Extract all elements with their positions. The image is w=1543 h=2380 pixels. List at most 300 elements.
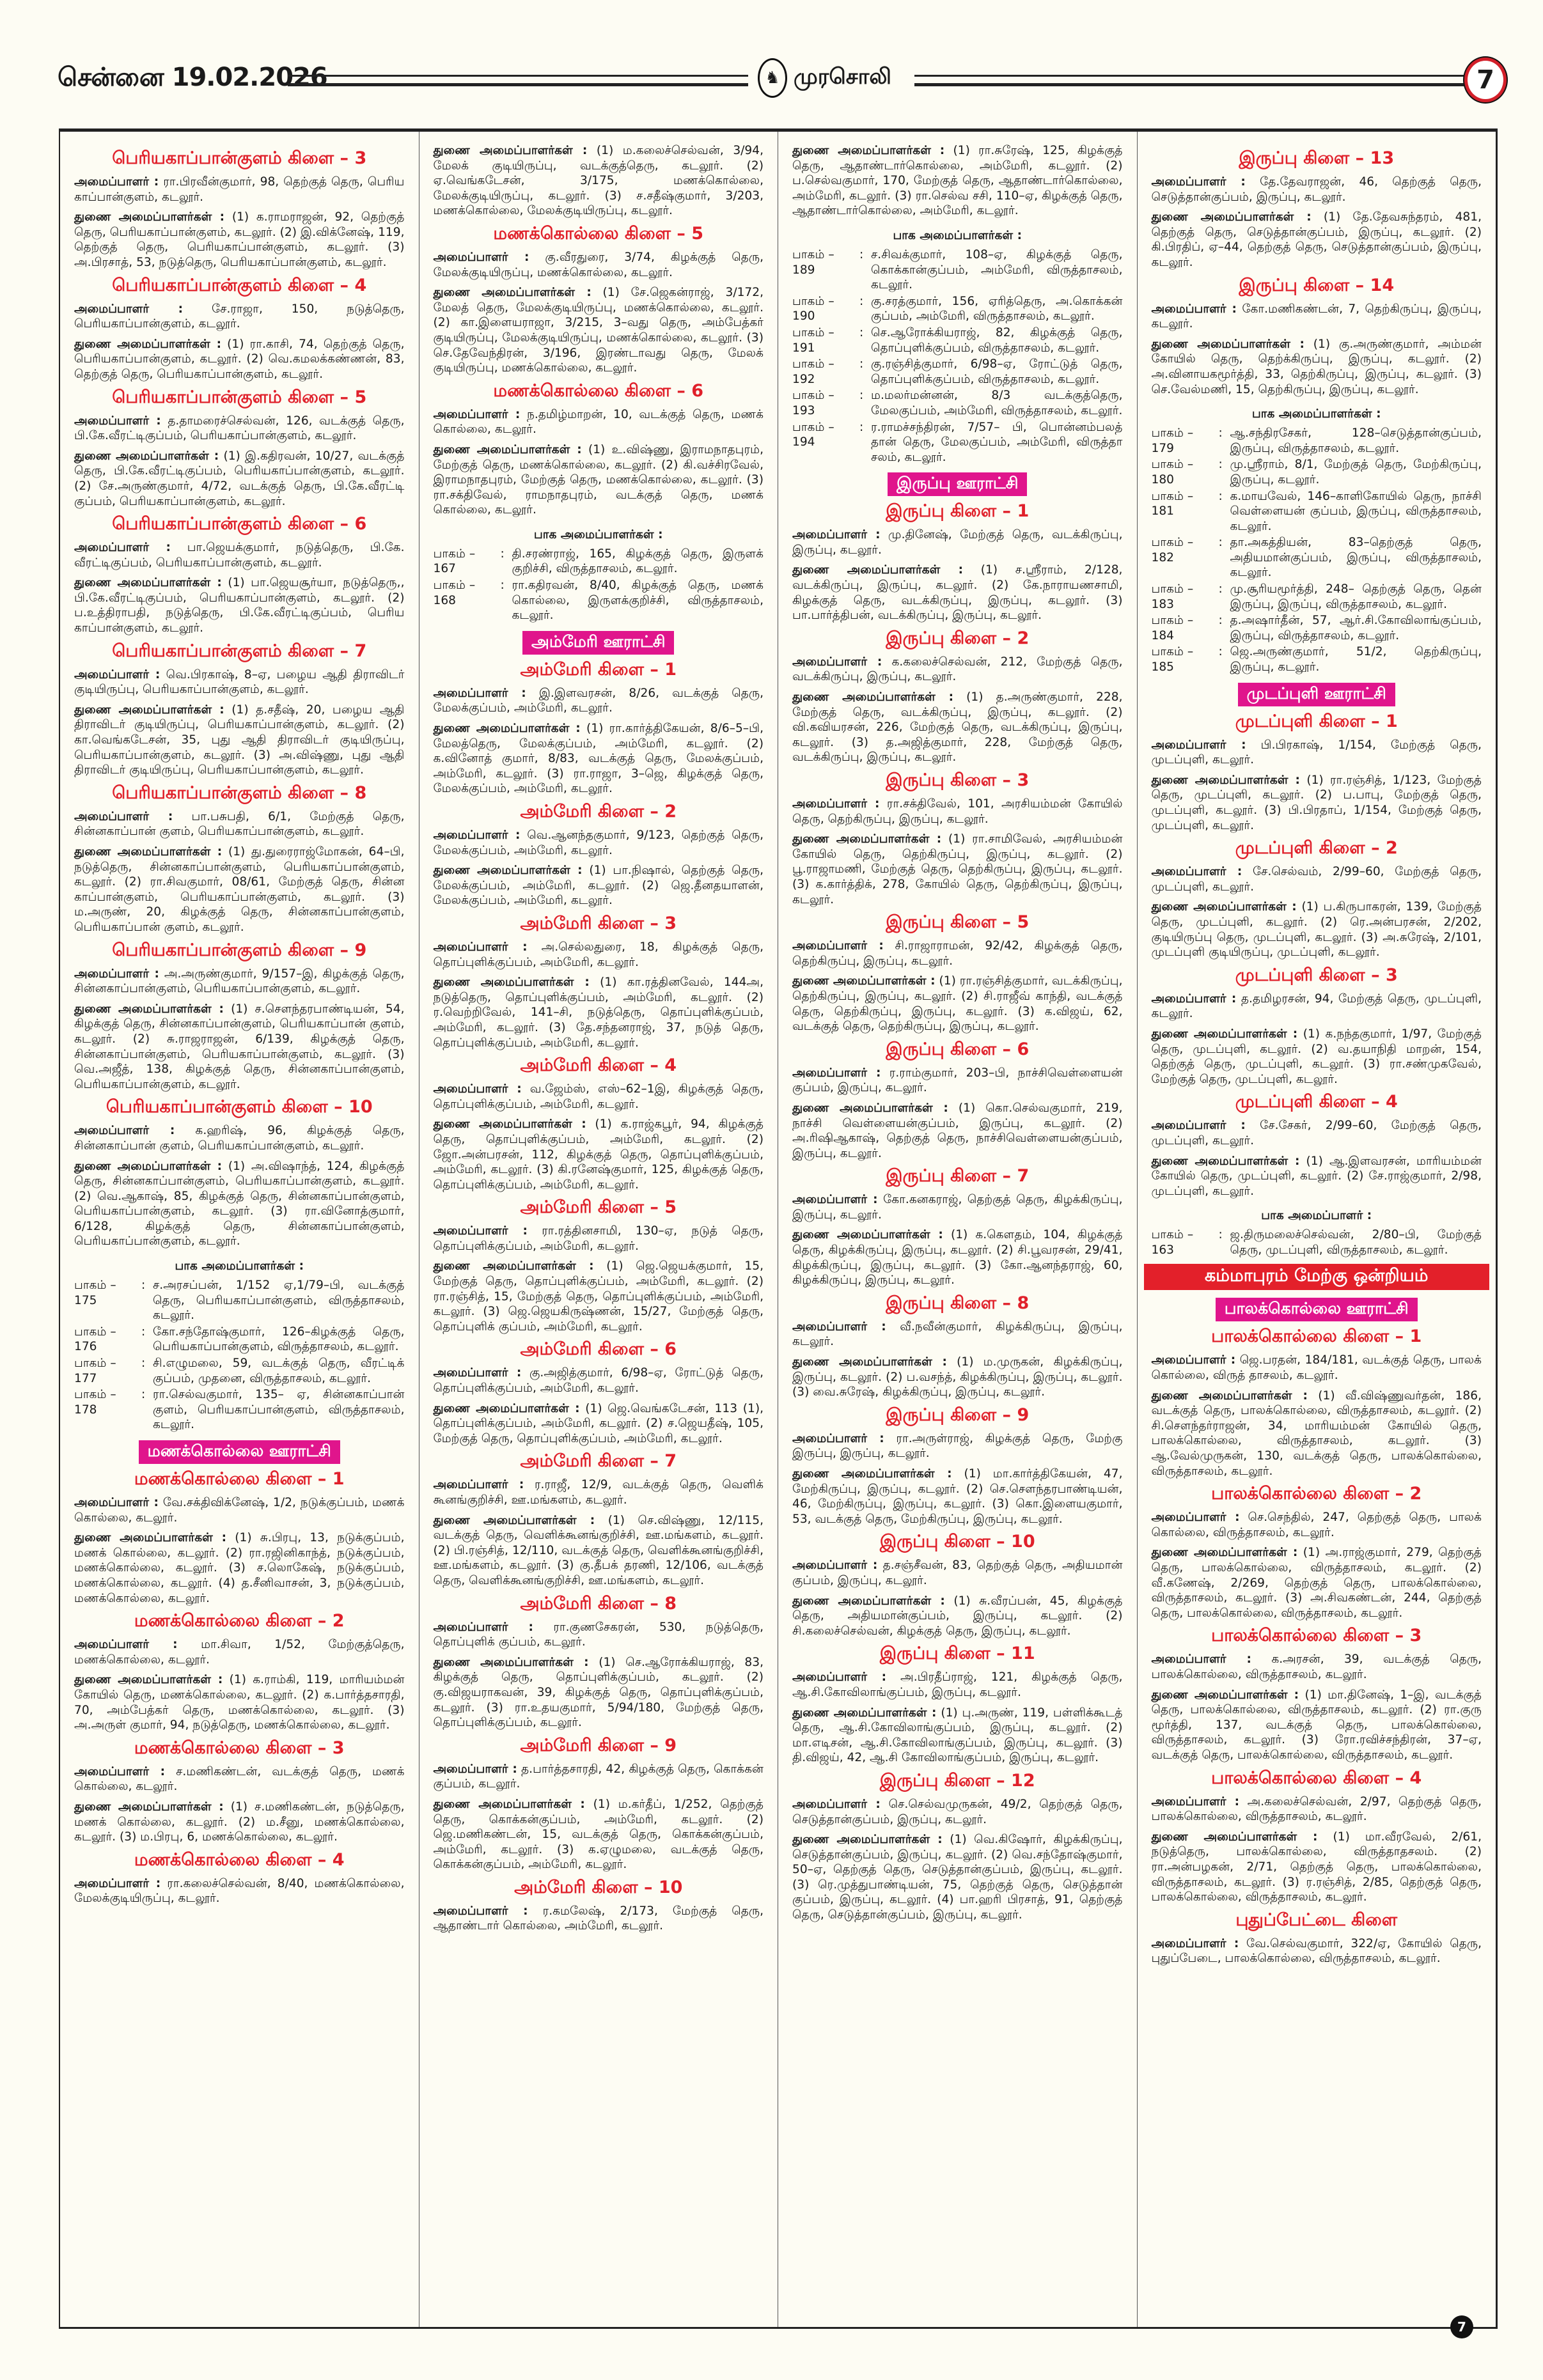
deputies-entry bbox=[74, 1530, 405, 1606]
deputies-details: (1) மா.கார்த்திகேயன், 47, மேற்கிருப்பு, இருப்பு, கடலூர். (2) செ.சௌந்தரபாண்டியன், 46, மேற்கிருப்பு, இருப்பு, கடலூர். (3) கொ.இளையகுமார், 53, வடக்குத் தெரு, மேற்கிருப்பு, இருப்பு, கடலூர். bbox=[792, 1467, 1123, 1526]
deputies-details: (1) அ.ராஜ்குமார், 279, தெற்குத் தெரு, பாலக்கொல்லை, விருத்தாசலம், கடலூர். (2) வீ.கணேஷ், 2/269, தெற்குத் தெரு, பாலக்கொல்லை, விருத்தாசலம், கடலூர். (3) அ.சிவகண்டன், 244, தெற்குத் தெரு, பாலக்கொல்லை, விருத்தாசலம், கடலூர். bbox=[1151, 1546, 1482, 1620]
deputies-details: (1) ரா.ரஞ்சித்குமார், வடக்கிருப்பு, தெற்கிருப்பு, இருப்பு, கடலூர். (2) சி.ராஜீவ் காந்தி, வடக்குத் தெரு, தெற்கிருப்பு, இருப்பு, கடலூர். (3) க.விஜய், 62, வடக்குத் தெரு, தெற்கிருப்பு, இருப்பு, கடலூர். bbox=[792, 974, 1123, 1034]
deputies-entry bbox=[434, 1513, 764, 1589]
booth-organizer: சி.எழுமலை, 59, வடக்குத் தெரு, வீரட்டிக் குப்பம், முதனை, விருத்தாசலம், கடலூர். bbox=[153, 1357, 405, 1385]
deputies-entry bbox=[434, 1401, 764, 1447]
branch-heading: மணக்கொல்லை கிளை – 2 bbox=[134, 1611, 345, 1631]
organizer-details: பி.பிரகாஷ், 1/154, மேற்குத் தெரு, முடப்புளி, கடலூர். bbox=[1151, 738, 1482, 767]
organizer-label: அமைப்பாளர் : bbox=[792, 939, 884, 953]
deputies-entry bbox=[792, 143, 1123, 219]
booth-number: பாகம் – 167 bbox=[433, 547, 476, 576]
organizer-entry bbox=[1152, 1510, 1482, 1540]
deputies-details: (1) ஆ.இளவரசன், மாரியம்மன் கோயில் தெரு, முடப்புளி, கடலூர். (2) சே.ராஜ்குமார், 2/98, முடப்புளி, கடலூர். bbox=[1151, 1154, 1482, 1198]
booth-organizer: மு.சூரியமூர்த்தி, 248– தெற்குத் தெரு, தென் இருப்பு, இருப்பு, விருத்தாசலம், கடலூர். bbox=[1230, 582, 1482, 611]
deputies-entry bbox=[434, 975, 764, 1050]
organizer-details: க.அரசன், 39, வடக்குத் தெரு, பாலக்கொல்லை, விருத்தாசலம், கடலூர். bbox=[1151, 1653, 1482, 1681]
booth-row bbox=[1152, 457, 1482, 487]
deputies-details: (1) இ.கதிரவன், 10/27, வடக்குத் தெரு, பி.கே.வீரட்டிகுப்பம், பெரியகாப்பான்குளம், கடலூர். (2) சே.அருண்குமார், 4/72, வடக்குத் தெரு, பி.கே.வீரட்டி குப்பம், பெரியகாப்பான்குளம், கடலூர். bbox=[74, 449, 405, 508]
organizer-label: அமைப்பாளர் : bbox=[74, 1876, 161, 1890]
organizer-details: ர.ராம்குமார், 203–பி, நாச்சிவெள்ளையன் குப்பம், இருப்பு, கடலூர். bbox=[792, 1066, 1123, 1095]
branch-heading: இருப்பு கிளை – 13 bbox=[1239, 148, 1395, 168]
organizer-label: அமைப்பாளர் : bbox=[74, 967, 159, 981]
organizer-label: அமைப்பாளர் : bbox=[1151, 738, 1246, 752]
booth-organizer: ஜெ.அருண்குமார், 51/2, தெற்கிருப்பு, இருப்பு, கடலூர். bbox=[1230, 645, 1482, 674]
deputies-label: துணை அமைப்பாளர்கள் : bbox=[1151, 337, 1304, 351]
booth-colon: : bbox=[859, 420, 864, 434]
organizer-label: அமைப்பாளர் : bbox=[792, 1319, 886, 1334]
deputies-details: (1) சு.பிரபு, 13, நடுக்குப்பம், மணக் கொல்லை, கடலூர். (2) ரா.ரஜினிகாந்த், நடுக்குப்பம், மணக்கொல்லை, கடலூர். (3) ச.லொகேஷ், நடுக்குப்பம், மணக்கொல்லை, கடலூர். (4) த.சீனிவாசன், 3, நடுக்குப்பம், மணக்கொல்லை, கடலூர். bbox=[74, 1531, 405, 1605]
booth-number: பாகம் – 168 bbox=[433, 579, 476, 607]
deputies-entry bbox=[792, 563, 1123, 623]
organizer-label: அமைப்பாளர் : bbox=[1151, 1936, 1239, 1950]
branch-heading: மணக்கொல்லை கிளை – 4 bbox=[134, 1849, 345, 1870]
deputies-details: (1) அ.விஷாந்த், 124, கிழக்குத் தெரு, சின்னகாப்பான்குளம், பெரியகாப்பான்குளம், கடலூர். (2) வெ.ஆகாஷ், 85, கிழக்குத் தெரு, சின்னகாப்பான்குளம், பெரியகாப்பான்குளம், கடலூர். (3) ரா.வினோத்குமார், 6/128, கிழக்குத் தெரு, சின்னகாப்பான்குளம், பெரியகாப்பான்குளம், கடலூர். bbox=[74, 1159, 405, 1248]
deputies-label: துணை அமைப்பாளர்கள் : bbox=[792, 1228, 943, 1242]
booth-number: பாகம் – 182 bbox=[1151, 536, 1194, 564]
deputies-entry bbox=[74, 703, 405, 778]
organizer-details: செ.செல்வமுருகன், 49/2, தெற்குத் தெரு, செடுத்தான்குப்பம், இருப்பு, கடலூர். bbox=[792, 1797, 1123, 1826]
booth-number: பாகம் – 180 bbox=[1151, 458, 1194, 486]
branch-heading: பாலக்கொல்லை கிளை – 2 bbox=[1211, 1484, 1422, 1504]
organizer-details: வே.செல்வகுமார், 322/ஏ, கோயில் தெரு, புதுப்பேடை, பாலக்கொல்லை, விருத்தாசலம், கடலூர். bbox=[1151, 1936, 1482, 1966]
booth-organizer: கு.ரஞ்சித்குமார், 6/98–ஏ, ரோட்டுத் தெரு, தொப்புளிக்குப்பம், விருத்தாசலம், கடலூர். bbox=[871, 357, 1123, 386]
panchayat-badge: முடப்புளி ஊராட்சி bbox=[1238, 683, 1395, 706]
organizer-label: அமைப்பாளர் : bbox=[1151, 302, 1237, 316]
organizer-details: சே.ராஜா, 150, நடுத்தெரு, பெரியகாப்பான்குளம், கடலூர். bbox=[74, 302, 405, 331]
branch-heading: பெரியகாப்பான்குளம் கிளை – 7 bbox=[112, 641, 367, 661]
branch-heading: இருப்பு கிளை – 11 bbox=[879, 1644, 1035, 1664]
organizer-details: ரா.பிரவீன்குமார், 98, தெற்குத் தெரு, பெரிய காப்பான்குளம், கடலூர். bbox=[74, 175, 405, 204]
deputies-entry bbox=[1152, 1154, 1482, 1199]
booth-colon: : bbox=[141, 1325, 146, 1339]
column-4 bbox=[1138, 132, 1496, 2327]
organizer-entry bbox=[74, 1495, 405, 1525]
booth-organizer: தா.அகத்தியன், 83–தெற்குத் தெரு, அதியமான்குப்பம், இருப்பு, விருத்தாசலம், கடலூர். bbox=[1230, 536, 1482, 580]
booth-colon: : bbox=[141, 1388, 146, 1402]
organizer-details: க.கலைச்செல்வன், 212, மேற்குத் தெரு, வடக்கிருப்பு, இருப்பு, கடலூர். bbox=[792, 655, 1123, 684]
organizer-label: அமைப்பாளர் : bbox=[74, 302, 184, 316]
organizer-label: அமைப்பாளர் : bbox=[792, 1670, 887, 1684]
deputies-details: (1) க.கௌதம், 104, கிழக்குத் தெரு, கிழக்கிருப்பு, இருப்பு, கடலூர். (2) சி.பூவரசன், 29/41, கிழக்கிருப்பு, இருப்பு, கடலூர். (3) கோ.ஆனந்தராஜ், 60, கிழக்கிருப்பு, இருப்பு, கடலூர். bbox=[792, 1228, 1123, 1287]
booth-number: பாகம் – 179 bbox=[1151, 426, 1194, 455]
deputies-entry bbox=[74, 1800, 405, 1845]
organizer-label: அமைப்பாளர் : bbox=[792, 528, 881, 542]
booth-row bbox=[434, 547, 764, 577]
organizer-details: சி.ராஜாராமன், 92/42, கிழக்குத் தெரு, தெற்கிருப்பு, இருப்பு, கடலூர். bbox=[792, 939, 1123, 968]
organizer-entry bbox=[434, 250, 764, 280]
deputies-entry bbox=[434, 1259, 764, 1334]
booth-colon: : bbox=[1218, 536, 1223, 550]
union-banner: கம்மாபுரம் மேற்கு ஒன்றியம் bbox=[1144, 1264, 1490, 1290]
branch-heading: பெரியகாப்பான்குளம் கிளை – 3 bbox=[112, 148, 367, 168]
organizer-details: வ.ஜேம்ஸ், எஸ்–62–1இ, கிழக்குத் தெரு, தொப்புளிக்குப்பம், அம்மேரி, கடலூர். bbox=[433, 1082, 764, 1111]
organizer-entry bbox=[74, 175, 405, 205]
organizer-details: சே.செல்வம், 2/99–60, மேற்குத் தெரு, முடப்புளி, கடலூர். bbox=[1151, 865, 1482, 894]
organizer-details: பா.ஜெயக்குமார், நடுத்தெரு, பி.கே. வீரட்டிகுப்பம், பெரியகாப்பான்குளம், கடலூர். bbox=[74, 541, 405, 570]
deputies-label: துணை அமைப்பாளர்கள் : bbox=[433, 1401, 580, 1415]
booth-number: பாகம் – 193 bbox=[792, 389, 834, 417]
organizer-details: த.சஞ்சீவன், 83, தெற்குத் தெரு, அதியமான் குப்பம், இருப்பு, கடலூர். bbox=[792, 1559, 1123, 1587]
deputies-entry bbox=[792, 832, 1123, 907]
deputies-label: துணை அமைப்பாளர்கள் : bbox=[792, 1101, 948, 1115]
deputies-details: (1) ரா.சுரேஷ், 125, கிழக்குத் தெரு, ஆதாண்டார்கொல்லை, அம்மேரி, கடலூர். (2) ப.செல்வகுமார், 170, மேற்குத் தெரு, ஆதாண்டார்கொல்லை, அம்மேரி, கடலூர். (3) ரா.செல்வ சசி, 110–ஏ, கிழக்குத் தெரு, ஆதாண்டார்கொல்லை, அம்மேரி, கடலூர். bbox=[792, 144, 1123, 218]
organizer-label: அமைப்பாளர் : bbox=[74, 1496, 159, 1509]
deputies-details: (1) கொ.செல்வகுமார், 219, நாச்சி வெள்ளையன்குப்பம், இருப்பு, கடலூர். (2) அ.ரிஷிஆகாஷ், தெற்குத் தெரு, நாச்சிவெள்ளையன்குப்பம், இருப்பு, கடலூர். bbox=[792, 1101, 1123, 1160]
organizer-entry bbox=[74, 1637, 405, 1667]
deputies-entry bbox=[434, 1797, 764, 1872]
organizer-details: கு.அஜித்குமார், 6/98–ஏ, ரோட்டுத் தெரு, தொப்புளிக்குப்பம், அம்மேரி, கடலூர். bbox=[433, 1366, 764, 1396]
deputies-entry bbox=[792, 1227, 1123, 1287]
booth-number: பாகம் – 190 bbox=[792, 294, 834, 323]
deputies-details: (1) வெ.கிஷோர், கிழக்கிருப்பு, செடுத்தான்குப்பம், இருப்பு, கடலூர். (2) வெ.சந்தோஷ்குமார், 50–ஏ, தெற்குத் தெரு, செடுத்தான்குப்பம், இருப்பு, கடலூர். (3) ரெ.முத்துபாண்டியன், 75, தெற்குத் தெரு, செடுத்தான் குப்பம், இருப்பு, கடலூர். (4) பா.ஹரி பிரசாத், 91, தெற்குத் தெரு, செடுத்தான்குப்பம், இருப்பு, கடலூர். bbox=[792, 1833, 1123, 1922]
organizer-entry bbox=[434, 1904, 764, 1934]
organizer-details: அ.பிரதீப்ராஜ், 121, கிழக்குத் தெரு, ஆ.சி.கோவிலாங்குப்பம், இருப்பு, கடலூர். bbox=[792, 1670, 1123, 1699]
masthead-title: முரசொலி bbox=[794, 64, 891, 89]
deputies-label: துணை அமைப்பாளர்கள் : bbox=[433, 1117, 586, 1132]
booth-organizer: ம.மலர்மன்னன், 8/3 வடக்குத்தெரு, மேலகுப்பம், அம்மேரி, விருத்தாசலம், கடலூர். bbox=[871, 389, 1123, 417]
booth-number: பாகம் – 185 bbox=[1151, 645, 1194, 674]
organizer-label: அமைப்பாளர் : bbox=[1151, 1353, 1236, 1367]
newspaper-logo bbox=[758, 58, 911, 98]
deputies-label: துணை அமைப்பாளர்கள் : bbox=[74, 449, 219, 463]
deputies-label: துணை அமைப்பாளர்கள் : bbox=[74, 703, 224, 717]
booth-number: பாகம் – 191 bbox=[792, 325, 834, 355]
organizer-details: அ.அருண்குமார், 9/157–இ, கிழக்குத் தெரு, சின்னகாப்பான்குளம், பெரியகாப்பான்குளம், கடலூர். bbox=[74, 967, 405, 996]
booth-colon: : bbox=[1218, 614, 1223, 628]
deputies-entry bbox=[1152, 1388, 1482, 1479]
organizer-entry bbox=[74, 667, 405, 697]
booth-colon: : bbox=[500, 579, 505, 593]
deputies-details: (1) பா.ஜெயசூர்யா, நடுத்தெரு,, பி.கே.வீரட்டிகுப்பம், பெரியகாப்பான்குளம், கடலூர். (2) ப.உத்திராபதி, நடுத்தெரு, பி.கே.வீரட்டிகுப்பம், பெரிய காப்பான்குளம், கடலூர். bbox=[74, 576, 405, 635]
booth-organizer: ச.சிவக்குமார், 108–ஏ, கிழக்குத் தெரு, கொக்கான்குப்பம், அம்மேரி, விருத்தாசலம், கடலூர். bbox=[871, 247, 1123, 292]
deputies-details: (1) ம.கர்தீப், 1/252, தெற்குத் தெரு, கொக்கன்குப்பம், அம்மேரி, கடலூர். (2) ஜெ.மணிகண்டன், 15, வடக்குத் தெரு, கொக்கன்குப்பம், அம்மேரி, கடலூர். (3) க.ஏழுமலை, வடக்குத் தெரு, கொக்கன்குப்பம், அம்மேரி, கடலூர். bbox=[433, 1797, 764, 1872]
deputies-label: துணை அமைப்பாளர்கள் : bbox=[74, 576, 222, 590]
deputies-entry bbox=[1152, 1027, 1482, 1087]
booth-row bbox=[1152, 613, 1482, 643]
organizer-entry bbox=[1152, 302, 1482, 332]
organizer-details: அ.செல்லதுரை, 18, கிழக்குத் தெரு, தொப்புளிக்குப்பம், அம்மேரி, கடலூர். bbox=[433, 940, 764, 969]
deputies-entry bbox=[1152, 337, 1482, 397]
booth-row bbox=[792, 357, 1123, 387]
organizer-label: அமைப்பாளர் : bbox=[433, 940, 528, 954]
branch-heading: அம்மேரி கிளை – 2 bbox=[520, 802, 677, 821]
branch-heading: இருப்பு கிளை – 10 bbox=[879, 1532, 1035, 1552]
organizer-details: ரா.அருள்ராஜ், கிழக்குத் தெரு, மேற்கு இருப்பு, இருப்பு, கடலூர். bbox=[792, 1431, 1123, 1461]
column-1 bbox=[60, 132, 419, 2327]
booth-row bbox=[792, 388, 1123, 418]
deputies-label: துணை அமைப்பாளர்கள் : bbox=[433, 144, 588, 157]
organizer-entry bbox=[434, 1224, 764, 1254]
branch-heading: அம்மேரி கிளை – 7 bbox=[520, 1451, 677, 1472]
booth-colon: : bbox=[859, 357, 864, 371]
organizer-label: அமைப்பாளர் : bbox=[433, 1082, 522, 1096]
deputies-entry bbox=[74, 844, 405, 935]
booth-number: பாகம் – 189 bbox=[792, 247, 834, 277]
booth-colon: : bbox=[859, 389, 864, 403]
deputies-entry bbox=[434, 143, 764, 219]
deputies-details: (1) மா.வீரவேல், 2/61, நடுத்தெரு, பாலக்கொல்லை, விருத்தாதசலம். (2) ரா.அன்பழகன், 2/71, தெற்குத் தெரு, பாலக்கொல்லை, விருத்தாசலம், கடலூர். (3) ர.ரஞ்சித், 2/85, தெற்குத் தெரு, பாலக்கொல்லை, விருத்தாசலம், கடலூர். bbox=[1151, 1830, 1482, 1904]
deputies-label: துணை அமைப்பாளர்கள் : bbox=[1151, 1027, 1298, 1041]
deputies-entry bbox=[1152, 773, 1482, 833]
branch-heading: பெரியகாப்பான்குளம் கிளை – 9 bbox=[112, 940, 367, 960]
organizer-details: கோ.கனகராஜ், தெற்குத் தெரு, கிழக்கிருப்பு, இருப்பு, கடலூர். bbox=[792, 1193, 1123, 1222]
masthead bbox=[58, 58, 1500, 102]
organizer-entry bbox=[792, 1670, 1123, 1700]
deputies-details: (1) பா.நிஷால், தெற்குத் தெரு, மேலக்குப்பம், அம்மேரி, கடலூர். (2) ஜெ.தீனதயாளன், மேலக்குப்பம், அம்மேரி, கடலூர். bbox=[433, 864, 764, 908]
deputies-details: (1) ஜெ.வெங்கடேசன், 113 (1), தொப்புளிக்குப்பம், அம்மேரி, கடலூர். (2) ச.ஜெயதீஷ், 105, மேற்குத் தெரு, தொப்புளிக்குப்பம், அம்மேரி, கடலூர். bbox=[433, 1401, 764, 1445]
organizer-label: அமைப்பாளர் : bbox=[433, 1904, 528, 1918]
organizer-entry bbox=[74, 414, 405, 444]
organizer-entry bbox=[434, 1082, 764, 1112]
deputies-entry bbox=[74, 575, 405, 635]
organizer-entry bbox=[792, 1319, 1123, 1349]
branch-heading: அம்மேரி கிளை – 9 bbox=[520, 1735, 677, 1755]
booth-row bbox=[1152, 644, 1482, 674]
deputies-details: (1) செ.விஷ்ணு, 12/115, வடக்குத் தெரு, வெளிக்கூனங்குறிச்சி, ஊ.மங்களம், கடலூர். (2) பி.ரஞ்சித், 12/110, வடக்குத் தெரு, வெளிக்கூனங்குறிச்சி, ஊ.மங்களம், கடலூர். (3) கு.தீபக் தரணி, 12/106, வடக்குத் தெரு, வெளிக்கூனங்குறிச்சி, ஊ.மங்களம், கடலூர். bbox=[433, 1513, 764, 1587]
organizer-details: ந.தமிழ்மாறன், 10, வடக்குத் தெரு, மணக் கொல்லை, கடலூர். bbox=[433, 407, 764, 437]
organizer-entry bbox=[74, 540, 405, 570]
branch-heading: இருப்பு கிளை – 9 bbox=[886, 1404, 1030, 1425]
organizer-label: அமைப்பாளர் : bbox=[792, 1066, 881, 1080]
branch-heading: இருப்பு கிளை – 14 bbox=[1239, 275, 1395, 295]
deputies-label: துணை அமைப்பாளர்கள் : bbox=[74, 337, 222, 351]
booth-colon: : bbox=[1218, 458, 1223, 472]
organizer-details: இ.இளவரசன், 8/26, வடக்குத் தெரு, மேலக்குப்பம், அம்மேரி, கடலூர். bbox=[433, 686, 764, 715]
column-2 bbox=[419, 132, 779, 2327]
deputies-entry bbox=[434, 1117, 764, 1192]
organizer-details: மு.தினேஷ், மேற்குத் தெரு, வடக்கிருப்பு, இருப்பு, கடலூர். bbox=[792, 528, 1123, 557]
deputies-label: துணை அமைப்பாளர்கள் : bbox=[1151, 1546, 1298, 1560]
booth-organizers-heading: பாக அமைப்பாளர் : bbox=[1261, 1209, 1372, 1223]
booth-row bbox=[1152, 426, 1482, 456]
deputies-label: துணை அமைப்பாளர்கள் : bbox=[74, 1800, 224, 1814]
organizer-label: அமைப்பாளர் : bbox=[792, 1559, 878, 1573]
deputies-entry bbox=[74, 1159, 405, 1250]
panchayat-badge: பாலக்கொல்லை ஊராட்சி bbox=[1216, 1298, 1418, 1321]
booth-colon: : bbox=[141, 1279, 146, 1293]
panchayat-badge: மணக்கொல்லை ஊராட்சி bbox=[139, 1440, 340, 1464]
booth-number: பாகம் – 192 bbox=[792, 357, 834, 386]
organizer-label: அமைப்பாளர் : bbox=[433, 250, 529, 264]
panchayat-badge: அம்மேரி ஊராட்சி bbox=[522, 631, 674, 655]
deputies-entry bbox=[74, 210, 405, 270]
deputies-label: துணை அமைப்பாளர்கள் : bbox=[74, 1531, 227, 1545]
organizer-label: அமைப்பாளர் : bbox=[792, 1797, 881, 1811]
organizer-details: ர.கமலேஷ், 2/173, மேற்குத் தெரு, ஆதாண்டார் கொல்லை, அம்மேரி, கடலூர். bbox=[433, 1904, 764, 1933]
branch-heading: பெரியகாப்பான்குளம் கிளை – 10 bbox=[106, 1097, 373, 1117]
deputies-entry bbox=[74, 1002, 405, 1093]
branch-heading: அம்மேரி கிளை – 3 bbox=[520, 913, 677, 933]
booth-organizer: ச.அரசப்பன், 1/152 ஏ,1/79–பி, வடக்குத் தெரு, பெரியகாப்பான்குளம், விருத்தாசலம், கடலூர். bbox=[153, 1279, 405, 1323]
deputies-entry bbox=[792, 1355, 1123, 1400]
organizer-entry bbox=[1152, 738, 1482, 768]
organizer-entry bbox=[74, 302, 405, 332]
booth-number: பாகம் – 178 bbox=[74, 1388, 116, 1417]
deputies-details: (1) ரா.சாமிவேல், அரசியம்மன் கோயில் தெரு, தெற்கிருப்பு, இருப்பு, கடலூர். (2) பூ.ராஜாமணி, மேற்குத் தெரு, தெற்கிருப்பு, இருப்பு, கடலூர். (3) க.கார்த்திக், 278, கோயில் தெரு, தெற்கிருப்பு, இருப்பு, கடலூர். bbox=[792, 832, 1123, 906]
deputies-entry bbox=[1152, 899, 1482, 960]
branch-heading: மணக்கொல்லை கிளை – 5 bbox=[493, 223, 704, 244]
booth-row bbox=[74, 1325, 405, 1355]
organizer-details: த.தாமரைச்செல்வன், 126, வடக்குத் தெரு, பி.கே.வீரட்டிகுப்பம், பெரியகாப்பான்குளம், கடலூர். bbox=[74, 414, 405, 443]
organizer-entry bbox=[1152, 1936, 1482, 1966]
branch-heading: பாலக்கொல்லை கிளை – 3 bbox=[1211, 1626, 1422, 1646]
booth-number: பாகம் – 181 bbox=[1151, 489, 1194, 518]
deputies-entry bbox=[792, 1706, 1123, 1766]
deputies-entry bbox=[792, 1832, 1123, 1923]
organizer-details: ர.ராஜீ, 12/9, வடக்குத் தெரு, வெளிக் கூனங்குறிச்சி, ஊ.மங்களம், கடலூர். bbox=[433, 1478, 764, 1507]
deputies-label: துணை அமைப்பாளர்கள் : bbox=[1151, 210, 1312, 224]
organizer-label: அமைப்பாளர் : bbox=[1151, 1794, 1240, 1808]
deputies-entry bbox=[792, 1101, 1123, 1161]
organizer-entry bbox=[434, 828, 764, 858]
booth-number: பாகம் – 194 bbox=[792, 420, 834, 449]
deputies-label: துணை அமைப்பாளர்கள் : bbox=[1151, 1688, 1299, 1702]
organizer-label: அமைப்பாளர் : bbox=[74, 414, 161, 428]
organizer-label: அமைப்பாளர் : bbox=[1151, 1653, 1251, 1667]
deputies-details: (1) மா.தினேஷ், 1–இ, வடக்குத் தெரு, பாலக்கொல்லை, விருத்தாசலம், கடலூர். (2) ரா.குரு மூர்த்தி, 137, வடக்குத் தெரு, பாலக்கொல்லை, விருத்தாசலம், கடலூர். (3) ரோ.ரவிச்சந்திரன், 37–ஏ, வடக்குத் தெரு, பாலக்கொல்லை, விருத்தாசலம், கடலூர். bbox=[1151, 1688, 1482, 1762]
organizer-entry bbox=[792, 655, 1123, 685]
booth-organizer: செ.ஆரோக்கியராஜ், 82, கிழக்குத் தெரு, தொப்புளிக்குப்பம், விருத்தாசலம், கடலூர். bbox=[871, 325, 1123, 355]
deputies-details: (1) உ.விஷ்ணு, இராமநாதபுரம், மேற்குத் தெரு, மணக்கொல்லை, கடலூர். (2) கி.வச்சிரவேல், இராமநாதபுரம், மேற்குத் தெரு, மணக்கொல்லை, கடலூர். (3) ரா.சக்திவேல், ராமநாதபுரம், வடக்குத் தெரு, மணக் கொல்லை, கடலூர். bbox=[433, 442, 764, 517]
branch-heading: மணக்கொல்லை கிளை – 1 bbox=[134, 1469, 345, 1489]
organizer-entry bbox=[74, 809, 405, 839]
deputies-label: துணை அமைப்பாளர்கள் : bbox=[74, 1002, 224, 1016]
page-number: 7 bbox=[1464, 58, 1507, 102]
deputies-details: (1) க.ராஜ்கபூர், 94, கிழக்குத் தெரு, தொப்புளிக்குப்பம், அம்மேரி, கடலூர். (2) ஜோ.அன்பரசன், 112, கிழக்குத் தெரு, தொப்புளிக்குப்பம், அம்மேரி, கடலூர். (3) கி.ரனேஷ்குமார், 125, கிழக்குத் தெரு, தொப்புளிக்குப்பம், அம்மேரி, கடலூர். bbox=[433, 1117, 764, 1192]
branch-heading: பாலக்கொல்லை கிளை – 1 bbox=[1211, 1326, 1422, 1347]
branch-heading: மணக்கொல்லை கிளை – 3 bbox=[134, 1738, 345, 1758]
branch-heading: அம்மேரி கிளை – 1 bbox=[520, 659, 677, 680]
booth-colon: : bbox=[1218, 645, 1223, 659]
organizer-label: அமைப்பாளர் : bbox=[433, 1366, 522, 1380]
organizer-details: த.பார்த்தசாரதி, 42, கிழக்குத் தெரு, கொக்கன் குப்பம், கடலூர். bbox=[433, 1762, 764, 1791]
deputies-label: துணை அமைப்பாளர்கள் : bbox=[1151, 1830, 1318, 1844]
organizer-details: அ.கலைச்செல்வன், 2/97, தெற்குத் தெரு, பாலக்கொல்லை, விருத்தாசலம், கடலூர். bbox=[1151, 1794, 1482, 1824]
booth-row bbox=[1152, 489, 1482, 534]
booth-colon: : bbox=[859, 325, 864, 339]
organizer-label: அமைப்பாளர் : bbox=[74, 541, 171, 555]
booth-number: பாகம் – 175 bbox=[74, 1279, 116, 1307]
organizer-entry bbox=[792, 1797, 1123, 1827]
deputies-details: (1) ஜெ.ஜெயக்குமார், 15, மேற்குத் தெரு, தொப்புளிக்குப்பம், அம்மேரி, கடலூர். (2) ரா.ரஞ்சித், 15, மேற்குத் தெரு, தொப்புளிக்குப்பம், அம்மேரி, கடலூர். (3) ஜெ.ஜெயகிருஷ்ணன், 15/27, மேற்குத் தெரு, தொப்புளிக் குப்பம், அம்மேரி, கடலூர். bbox=[433, 1259, 764, 1334]
booth-organizer: ர.ராமச்சந்திரன், 7/57– பி, பொன்னம்பலத் தான் தெரு, மேலகுப்பம், அம்மேரி, விருத்தா சலம், கடலூர். bbox=[871, 420, 1123, 464]
deputies-details: (1) ப.கிருபாகரன், 139, மேற்குத் தெரு, முடப்புளி, கடலூர். (2) ரெ.அன்பரசன், 2/202, குடியிருப்பு தெரு, முடப்புளி, கடலூர். (3) அ.சுரேஷ், 2/101, முடப்புளி குடியிருப்பு, முடப்புளி, கடலூர். bbox=[1151, 900, 1482, 960]
deputies-details: (1) ம.முருகன், கிழக்கிருப்பு, இருப்பு, கடலூர். (2) ப.வசந்த், கிழக்கிருப்பு, இருப்பு, கடலூர். (3) வை.சுரேஷ், கிழக்கிருப்பு, இருப்பு, கடலூர். bbox=[792, 1355, 1123, 1399]
booth-organizer: ஆ.சந்திரசேகர், 128–செடுத்தான்குப்பம், இருப்பு, விருத்தாசலம், கடலூர். bbox=[1230, 426, 1482, 455]
organizer-entry bbox=[1152, 1652, 1482, 1682]
deputies-label: துணை அமைப்பாளர்கள் : bbox=[792, 563, 964, 577]
deputies-label: துணை அமைப்பாளர்கள் : bbox=[433, 1259, 594, 1273]
branch-heading: இருப்பு கிளை – 2 bbox=[886, 628, 1030, 648]
booth-organizers-heading: பாக அமைப்பாளர்கள் : bbox=[893, 228, 1022, 242]
branch-heading: இருப்பு கிளை – 7 bbox=[886, 1166, 1030, 1186]
organizer-details: வீ.நவீன்குமார், கிழக்கிருப்பு, இருப்பு, கடலூர். bbox=[792, 1319, 1123, 1349]
organizer-entry bbox=[74, 1764, 405, 1794]
deputies-details: (1) ரா.ரஞ்சித், 1/123, மேற்குத் தெரு, முடப்புளி, கடலூர். (2) ப.பாபு, மேற்குத் தெரு, முடப்புளி, கடலூர். (3) பி.பிரதாப், 1/154, மேற்குத் தெரு, முடப்புளி, கடலூர். bbox=[1151, 773, 1482, 832]
organizer-label: அமைப்பாளர் : bbox=[433, 1620, 533, 1634]
booth-row bbox=[1152, 535, 1482, 580]
organizer-label: அமைப்பாளர் : bbox=[433, 407, 521, 421]
deputies-entry bbox=[792, 1466, 1123, 1527]
deputies-label: துணை அமைப்பாளர்கள் : bbox=[792, 1833, 943, 1847]
organizer-entry bbox=[434, 1365, 764, 1396]
branch-heading: அம்மேரி கிளை – 5 bbox=[520, 1197, 677, 1218]
deputies-details: (1) க.ராமராஜன், 92, தெற்குத் தெரு, பெரியகாப்பான்குளம், கடலூர். (2) இ.விக்னேஷ், 119, தெற்குத் தெரு, பெரியகாப்பான்குளம், கடலூர். (3) அ.பிரசாத், 53, நடுத்தெரு, பெரியகாப்பான்குளம், கடலூர். bbox=[74, 210, 405, 269]
booth-colon: : bbox=[500, 547, 505, 561]
organizer-label: அமைப்பாளர் : bbox=[792, 1431, 884, 1445]
deputies-entry bbox=[1152, 1688, 1482, 1763]
deputies-details: (1) சே.ஜெகன்ராஜ், 3/172, மேலத் தெரு, மேலக்குடியிருப்பு, மணக்கொல்லை, கடலூர். (2) கா.இளையராஜா, 3/215, 3–வது தெரு, அம்பேத்கர் குடியிருப்பு, மேலக்குடியிருப்பு, மணக்கொல்லை, கடலூர். (3) செ.தேவேந்திரன், 3/196, இரண்டாவது தெரு, மேலக் குடியிருப்பு, மணக்கொல்லை, கடலூர். bbox=[433, 286, 764, 375]
booth-number: பாகம் – 183 bbox=[1151, 582, 1194, 611]
deputies-entry bbox=[74, 1672, 405, 1732]
organizer-entry bbox=[1152, 992, 1482, 1022]
booth-organizer: க.மாயவேல், 146–காளிகோயில் தெரு, நாச்சி வெள்ளையன் குப்பம், இருப்பு, விருத்தாசலம், கடலூர். bbox=[1230, 489, 1482, 533]
organizer-entry bbox=[792, 1558, 1123, 1588]
column-3 bbox=[778, 132, 1138, 2327]
deputies-details: (1) கு.அருண்குமார், அம்மன் கோயில் தெரு, தெற்க்கிருப்பு, இருப்பு, கடலூர். (2) அ.வினாயகமூர்த்தி, 33, தெற்கிருப்பு, இருப்பு, கடலூர். (3) செ.வேல்மணி, 15, தெற்கிருப்பு, இருப்பு, கடலூர். bbox=[1151, 337, 1482, 396]
deputies-entry bbox=[1152, 1830, 1482, 1905]
deputies-entry bbox=[434, 442, 764, 518]
deputies-entry bbox=[434, 1655, 764, 1731]
branch-heading: இருப்பு கிளை – 6 bbox=[886, 1039, 1030, 1059]
booth-row bbox=[792, 294, 1123, 324]
deputies-entry bbox=[434, 285, 764, 376]
organizer-entry bbox=[792, 1066, 1123, 1096]
deputies-label: துணை அமைப்பாளர்கள் : bbox=[792, 1594, 945, 1608]
branch-heading: முடப்புளி கிளை – 2 bbox=[1235, 838, 1398, 859]
organizer-entry bbox=[74, 1876, 405, 1906]
dateline: சென்னை 19.02.2026 bbox=[58, 63, 331, 95]
organizer-entry bbox=[1152, 1794, 1482, 1824]
organizer-details: ஜெ.பரதன், 184/181, வடக்குத் தெரு, பாலக் கொல்லை, விருத் தாசலம், கடலூர். bbox=[1151, 1353, 1482, 1383]
branch-heading: முடப்புளி கிளை – 1 bbox=[1235, 711, 1398, 731]
organizer-entry bbox=[792, 1431, 1123, 1461]
content-frame bbox=[59, 128, 1498, 2329]
organizer-details: வெ.ஆனந்தகுமார், 9/123, தெற்குத் தெரு, மேலக்குப்பம், அம்மேரி, கடலூர். bbox=[433, 828, 764, 857]
deputies-details: (1) ம.கலைச்செல்வன், 3/94, மேலக் குடியிருப்பு, வடக்குத்தெரு, கடலூர். (2) ஏ.வெங்கடேசன், 3/175, மணக்கொல்லை, மேலக்குடியிருப்பு, கடலூர். (3) ச.சதீஷ்குமார், 3/203, மணக்கொல்லை, மேலக்குடியிருப்பு, கடலூர். bbox=[433, 144, 764, 218]
branch-heading: இருப்பு கிளை – 5 bbox=[886, 912, 1030, 933]
deputies-label: துணை அமைப்பாளர்கள் : bbox=[792, 1706, 937, 1720]
booth-row bbox=[1152, 582, 1482, 612]
organizer-entry bbox=[792, 797, 1123, 827]
deputies-details: (1) ச.மணிகண்டன், நடுத்தெரு, மணக் கொல்லை, கடலூர். (2) ம.சீனு, மணக்கொல்லை, கடலூர். (3) ம.பிரபு, 6, மணக்கொல்லை, கடலூர். bbox=[74, 1800, 405, 1844]
deputies-label: துணை அமைப்பாளர்கள் : bbox=[1151, 1388, 1308, 1403]
deputies-label: துணை அமைப்பாளர்கள் : bbox=[433, 722, 581, 736]
deputies-label: துணை அமைப்பாளர்கள் : bbox=[433, 1655, 589, 1669]
deputies-label: துணை அமைப்பாளர்கள் : bbox=[792, 832, 942, 846]
organizer-details: வே.சக்திவிக்னேஷ், 1/2, நடுக்குப்பம், மணக் கொல்லை, கடலூர். bbox=[74, 1496, 405, 1525]
organizer-details: ரா.கலைச்செல்வன், 8/40, மணக்கொல்லை, மேலக்குடியிருப்பு, கடலூர். bbox=[74, 1876, 405, 1906]
organizer-label: அமைப்பாளர் : bbox=[1151, 865, 1242, 879]
deputies-entry bbox=[74, 337, 405, 382]
organizer-details: ரா.சக்திவேல், 101, அரசியம்மன் கோயில் தெரு, தெற்கிருப்பு, இருப்பு, கடலூர். bbox=[792, 797, 1123, 826]
booth-organizer: கு.சரத்குமார், 156, ஏரித்தெரு, அ.கொக்கன் குப்பம், அம்மேரி, விருத்தாசலம், கடலூர். bbox=[871, 294, 1123, 323]
organizer-details: செ.செந்தில், 247, தெற்குத் தெரு, பாலக் கொல்லை, விருத்தாசலம், கடலூர். bbox=[1151, 1511, 1482, 1539]
organizer-label: அமைப்பாளர் : bbox=[1151, 992, 1237, 1006]
organizer-entry bbox=[1152, 1118, 1482, 1148]
organizer-details: கு.வீரதுரை, 3/74, கிழக்குத் தெரு, மேலக்குடியிருப்பு, மணக்கொல்லை, கடலூர். bbox=[433, 250, 764, 279]
deputies-label: துணை அமைப்பாளர்கள் : bbox=[433, 864, 583, 878]
organizer-label: அமைப்பாளர் : bbox=[74, 175, 159, 189]
deputies-details: (1) க.நந்தகுமார், 1/97, மேற்குத் தெரு, முடப்புளி, கடலூர். (2) வ.தயாநிதி மாறன், 154, தெற்குத் தெரு, முடப்புளி, கடலூர். (3) ரா.சண்முகவேல், மேற்குத் தெரு, முடப்புளி, கடலூர். bbox=[1151, 1027, 1482, 1086]
organizer-label: அமைப்பாளர் : bbox=[74, 1124, 175, 1138]
booth-row bbox=[792, 247, 1123, 293]
organizer-label: அமைப்பாளர் : bbox=[433, 1224, 528, 1238]
booth-number: பாகம் – 177 bbox=[74, 1357, 116, 1385]
deputies-details: (1) கா.ரத்தினவேல், 144அ, நடுத்தெரு, தொப்புளிக்குப்பம், அம்மேரி, கடலூர். (2) ர.வெற்றிவேல், 141–சி, நடுத்தெரு, தொப்புளிக்குப்பம், அம்மேரி, கடலூர். (3) தே.சந்தனராஜ், 37, நடுத் தெரு, தொப்புளிக்குப்பம், அம்மேரி, கடலூர். bbox=[433, 976, 764, 1050]
organizer-entry bbox=[434, 940, 764, 970]
deputies-details: (1) தே.தேவசுந்தரம், 481, தெற்குத் தெரு, செடுத்தான்குப்பம், இருப்பு, கடலூர். (2) கி.பிரதிப், ஏ–44, தெற்குத் தெரு, செடுத்தான்குப்பம், இருப்பு, கடலூர். bbox=[1151, 210, 1482, 269]
